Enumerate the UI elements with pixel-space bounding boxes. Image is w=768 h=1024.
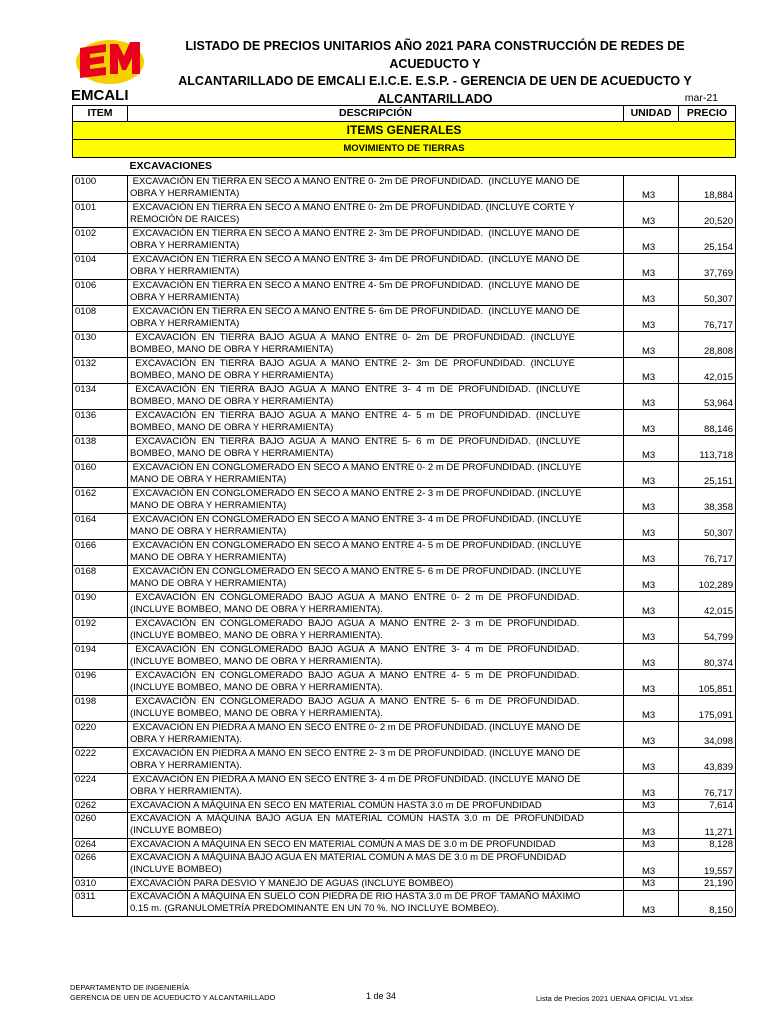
item-unit: M3 <box>624 878 679 891</box>
description-line-1: EXCAVACIÓN EN CONGLOMERADO BAJO AGUA A MANO ENTRE 3- 4 m DE PROFUNDIDAD. <box>130 644 580 655</box>
title-line-2: ALCANTARILLADO DE EMCALI E.I.C.E. E.S.P. - GERENCIA DE UEN DE ACUEDUCTO Y <box>178 74 692 88</box>
price-table <box>72 105 736 917</box>
description-line-2: OBRA Y HERRAMIENTA). <box>130 759 242 771</box>
item-unit: M3 <box>624 176 679 202</box>
column-header-description: DESCRIPCIÓN <box>128 106 624 122</box>
item-price: 7,614 <box>679 800 736 813</box>
item-unit: M3 <box>624 592 679 618</box>
item-price: 11,271 <box>679 813 736 839</box>
item-unit: M3 <box>624 280 679 306</box>
description-line-1: EXCAVACIÓN EN TIERRA BAJO AGUA A MANO ENTRE 4- 5 m DE PROFUNDIDAD. (INCLUYE <box>130 410 581 421</box>
item-unit: M3 <box>624 358 679 384</box>
item-description <box>128 644 624 670</box>
item-description <box>128 332 624 358</box>
item-description <box>128 878 624 891</box>
item-description <box>128 410 624 436</box>
item-price: 34,098 <box>679 722 736 748</box>
item-unit: M3 <box>624 839 679 852</box>
item-price: 76,717 <box>679 306 736 332</box>
table-row <box>73 410 736 436</box>
group-row-earthworks <box>73 140 736 158</box>
item-description <box>128 462 624 488</box>
page-number: 1 de 34 <box>366 991 397 1001</box>
table-row <box>73 488 736 514</box>
item-price: 19,557 <box>679 852 736 878</box>
table-row <box>73 566 736 592</box>
item-code: 0166 <box>73 540 128 566</box>
item-code: 0262 <box>73 800 128 813</box>
description-line-2: BOMBEO, MANO DE OBRA Y HERRAMIENTA) <box>130 395 334 407</box>
table-row <box>73 254 736 280</box>
description-line-1: EXCAVACIÓN EN CONGLOMERADO BAJO AGUA A MANO ENTRE 0- 2 m DE PROFUNDIDAD. <box>130 592 580 603</box>
item-description <box>128 176 624 202</box>
column-header-price: PRECIO <box>679 106 736 122</box>
table-row <box>73 722 736 748</box>
description-line-2: (INCLUYE BOMBEO, MANO DE OBRA Y HERRAMIENTA). <box>130 707 383 719</box>
item-code: 0260 <box>73 813 128 839</box>
description-line-1: EXCAVACION A MÁQUINA BAJO AGUA EN MATERIAL COMÚN A MAS DE 3.0 m DE PROFUNDIDAD <box>130 852 567 863</box>
item-description <box>128 774 624 800</box>
description-line-2: OBRA Y HERRAMIENTA) <box>130 187 240 199</box>
description-line-1: EXCAVACIÓN EN CONGLOMERADO EN SECO A MANO ENTRE 3- 4 m DE PROFUNDIDAD. (INCLUYE <box>130 514 582 525</box>
table-row <box>73 514 736 540</box>
item-code: 0224 <box>73 774 128 800</box>
item-price: 42,015 <box>679 358 736 384</box>
description-line-1: EXCAVACIÓN EN TIERRA BAJO AGUA A MANO ENTRE 0- 2m DE PROFUNDIDAD. (INCLUYE <box>130 332 576 343</box>
item-description <box>128 566 624 592</box>
item-price: 50,307 <box>679 514 736 540</box>
item-description <box>128 839 624 852</box>
description-line-2: OBRA Y HERRAMIENTA) <box>130 291 240 303</box>
item-price: 8,150 <box>679 891 736 917</box>
item-price: 18,884 <box>679 176 736 202</box>
item-code: 0100 <box>73 176 128 202</box>
item-code: 0132 <box>73 358 128 384</box>
item-price: 76,717 <box>679 774 736 800</box>
description-line-1: EXCAVACIÓN EN TIERRA EN SECO A MANO ENTRE 5- 6m DE PROFUNDIDAD. (INCLUYE MANO DE <box>130 306 580 317</box>
item-price: 105,851 <box>679 670 736 696</box>
item-description <box>128 514 624 540</box>
description-line-2: (INCLUYE BOMBEO, MANO DE OBRA Y HERRAMIENTA). <box>130 629 383 641</box>
item-unit: M3 <box>624 696 679 722</box>
item-description <box>128 800 624 813</box>
item-price: 21,190 <box>679 878 736 891</box>
item-code: 0136 <box>73 410 128 436</box>
description-line-1: EXCAVACIÓN A MÁQUINA EN SUELO CON PIEDRA DE RIO HASTA 3.0 m DE PROF TAMAÑO MÁXIMO <box>130 891 581 902</box>
table-row <box>73 540 736 566</box>
table-row <box>73 358 736 384</box>
item-unit: M3 <box>624 670 679 696</box>
description-line-1: EXCAVACION A MÁQUINA EN SECO EN MATERIAL COMÚN A MAS DE 3.0 m DE PROFUNDIDAD <box>130 839 556 850</box>
description-line-1: EXCAVACIÓN EN TIERRA BAJO AGUA A MANO ENTRE 2- 3m DE PROFUNDIDAD. (INCLUYE <box>130 358 576 369</box>
item-code: 0310 <box>73 878 128 891</box>
item-price: 54,799 <box>679 618 736 644</box>
item-price: 76,717 <box>679 540 736 566</box>
item-price: 20,520 <box>679 202 736 228</box>
description-line-1: EXCAVACIÓN EN CONGLOMERADO EN SECO A MANO ENTRE 2- 3 m DE PROFUNDIDAD. (INCLUYE <box>130 488 582 499</box>
item-price: 8,128 <box>679 839 736 852</box>
section-title: EXCAVACIONES <box>129 159 212 172</box>
item-description <box>128 891 624 917</box>
item-code: 0106 <box>73 280 128 306</box>
item-code: 0108 <box>73 306 128 332</box>
item-code: 0138 <box>73 436 128 462</box>
item-description <box>128 384 624 410</box>
table-header-row <box>73 106 736 122</box>
description-line-1: EXCAVACIÓN EN CONGLOMERADO BAJO AGUA A MANO ENTRE 5- 6 m DE PROFUNDIDAD. <box>130 696 580 707</box>
item-code: 0220 <box>73 722 128 748</box>
item-price: 50,307 <box>679 280 736 306</box>
table-row <box>73 202 736 228</box>
item-price: 25,154 <box>679 228 736 254</box>
item-price: 25,151 <box>679 462 736 488</box>
description-line-2: BOMBEO, MANO DE OBRA Y HERRAMIENTA) <box>130 447 334 459</box>
description-line-2: OBRA Y HERRAMIENTA) <box>130 317 240 329</box>
item-unit: M3 <box>624 540 679 566</box>
item-unit: M3 <box>624 254 679 280</box>
description-line-2: MANO DE OBRA Y HERRAMIENTA) <box>130 525 287 537</box>
description-line-2: MANO DE OBRA Y HERRAMIENTA) <box>130 499 287 511</box>
item-unit: M3 <box>624 488 679 514</box>
description-line-2: (INCLUYE BOMBEO, MANO DE OBRA Y HERRAMIENTA). <box>130 603 383 615</box>
item-unit: M3 <box>624 644 679 670</box>
item-unit: M3 <box>624 202 679 228</box>
item-code: 0198 <box>73 696 128 722</box>
item-unit: M3 <box>624 306 679 332</box>
table-row <box>73 774 736 800</box>
table-row <box>73 852 736 878</box>
emcali-logo <box>70 36 152 102</box>
item-code: 0134 <box>73 384 128 410</box>
description-line-1: EXCAVACIÓN EN CONGLOMERADO EN SECO A MANO ENTRE 0- 2 m DE PROFUNDIDAD. (INCLUYE <box>130 462 582 473</box>
description-line-1: EXCAVACIÓN EN PIEDRA A MANO EN SECO ENTRE 2- 3 m DE PROFUNDIDAD. (INCLUYE MANO DE <box>130 748 581 759</box>
item-unit: M3 <box>624 774 679 800</box>
description-line-2: 0.15 m. (GRANULOMETRÍA PREDOMINANTE EN UN 70 %. NO INCLUYE BOMBEO). <box>130 902 499 914</box>
table-row <box>73 618 736 644</box>
description-line-2: BOMBEO, MANO DE OBRA Y HERRAMIENTA) <box>130 369 334 381</box>
item-price: 53,964 <box>679 384 736 410</box>
footer-dept-line-1: DEPARTAMENTO DE INGENIERÍA <box>70 983 190 992</box>
item-price: 88,146 <box>679 410 736 436</box>
item-price: 42,015 <box>679 592 736 618</box>
document-title <box>150 38 720 108</box>
item-description <box>128 254 624 280</box>
item-code: 0264 <box>73 839 128 852</box>
item-code: 0311 <box>73 891 128 917</box>
description-line-1: EXCAVACIÓN EN TIERRA EN SECO A MANO ENTRE 0- 2m DE PROFUNDIDAD. (INCLUYE MANO DE <box>130 176 580 187</box>
title-line-1: LISTADO DE PRECIOS UNITARIOS AÑO 2021 PARA CONSTRUCCIÓN DE REDES DE ACUEDUCTO Y <box>185 39 685 71</box>
item-code: 0104 <box>73 254 128 280</box>
item-description <box>128 280 624 306</box>
description-line-1: EXCAVACIÓN EN TIERRA EN SECO A MANO ENTRE 3- 4m DE PROFUNDIDAD. (INCLUYE MANO DE <box>130 254 580 265</box>
item-unit: M3 <box>624 748 679 774</box>
description-line-1: EXCAVACIÓN EN TIERRA EN SECO A MANO ENTRE 2- 3m DE PROFUNDIDAD. (INCLUYE MANO DE <box>130 228 580 239</box>
item-description <box>128 306 624 332</box>
title-line-3: ALCANTARILLADO <box>377 91 493 106</box>
item-description <box>128 540 624 566</box>
table-row <box>73 670 736 696</box>
table-row <box>73 748 736 774</box>
description-line-2: (INCLUYE BOMBEO, MANO DE OBRA Y HERRAMIENTA). <box>130 681 383 693</box>
item-unit: M3 <box>624 514 679 540</box>
description-line-2: OBRA Y HERRAMIENTA). <box>130 785 242 797</box>
description-line-2: OBRA Y HERRAMIENTA) <box>130 239 240 251</box>
item-description <box>128 696 624 722</box>
item-description <box>128 670 624 696</box>
item-description <box>128 202 624 228</box>
item-unit: M3 <box>624 436 679 462</box>
item-description <box>128 488 624 514</box>
table-row <box>73 332 736 358</box>
table-row <box>73 436 736 462</box>
item-unit: M3 <box>624 228 679 254</box>
description-line-1: EXCAVACION A MÁQUINA BAJO AGUA EN MATERIAL COMÚN HASTA 3.0 m DE PROFUNDIDAD <box>130 813 584 824</box>
table-row <box>73 176 736 202</box>
table-row <box>73 891 736 917</box>
description-line-1: EXCAVACIÓN EN CONGLOMERADO EN SECO A MANO ENTRE 5- 6 m DE PROFUNDIDAD. (INCLUYE <box>130 566 582 577</box>
item-unit: M3 <box>624 410 679 436</box>
item-price: 113,718 <box>679 436 736 462</box>
item-price: 43,839 <box>679 748 736 774</box>
description-line-2: BOMBEO, MANO DE OBRA Y HERRAMIENTA) <box>130 421 334 433</box>
item-description <box>128 722 624 748</box>
group-row-general <box>73 122 736 140</box>
table-row <box>73 878 736 891</box>
footer-dept-line-2: GERENCIA DE UEN DE ACUEDUCTO Y ALCANTARILLADO <box>70 993 276 1002</box>
description-line-2: OBRA Y HERRAMIENTA). <box>130 733 242 745</box>
item-description <box>128 228 624 254</box>
item-unit: M3 <box>624 800 679 813</box>
item-code: 0168 <box>73 566 128 592</box>
table-row <box>73 592 736 618</box>
column-header-unit: UNIDAD <box>624 106 679 122</box>
item-code: 0194 <box>73 644 128 670</box>
footer-filename: Lista de Precios 2021 UENAA OFICIAL V1.xlsx <box>536 994 693 1003</box>
description-line-2: MANO DE OBRA Y HERRAMIENTA) <box>130 473 287 485</box>
item-code: 0162 <box>73 488 128 514</box>
description-line-2: REMOCIÓN DE RAICES) <box>130 213 240 225</box>
item-code: 0196 <box>73 670 128 696</box>
footer-department <box>70 983 275 1003</box>
description-line-2: MANO DE OBRA Y HERRAMIENTA) <box>130 577 287 589</box>
item-price: 37,769 <box>679 254 736 280</box>
item-code: 0164 <box>73 514 128 540</box>
item-code: 0190 <box>73 592 128 618</box>
document-date: mar-21 <box>684 92 718 104</box>
item-unit: M3 <box>624 852 679 878</box>
table-row <box>73 644 736 670</box>
description-line-1: EXCAVACION A MÁQUINA EN SECO EN MATERIAL COMÚN HASTA 3.0 m DE PROFUNDIDAD <box>130 800 542 811</box>
logo-wordmark: EMCALI <box>71 87 129 102</box>
description-line-1: EXCAVACIÓN EN TIERRA EN SECO A MANO ENTRE 0- 2m DE PROFUNDIDAD. (INCLUYE CORTE Y <box>130 202 575 213</box>
item-description <box>128 813 624 839</box>
item-code: 0192 <box>73 618 128 644</box>
table-row <box>73 839 736 852</box>
description-line-1: EXCAVACIÓN EN CONGLOMERADO BAJO AGUA A MANO ENTRE 2- 3 m DE PROFUNDIDAD. <box>130 618 580 629</box>
description-line-1: EXCAVACIÓN EN PIEDRA A MANO EN SECO ENTRE 0- 2 m DE PROFUNDIDAD. (INCLUYE MANO DE <box>130 722 581 733</box>
item-unit: M3 <box>624 332 679 358</box>
item-unit: M3 <box>624 566 679 592</box>
item-code: 0101 <box>73 202 128 228</box>
item-price: 80,374 <box>679 644 736 670</box>
item-code: 0222 <box>73 748 128 774</box>
description-line-1: EXCAVACIÓN EN CONGLOMERADO BAJO AGUA A MANO ENTRE 4- 5 m DE PROFUNDIDAD. <box>130 670 580 681</box>
item-price: 175,091 <box>679 696 736 722</box>
table-row <box>73 800 736 813</box>
group-title-earthworks: MOVIMIENTO DE TIERRAS <box>73 140 736 158</box>
item-code: 0102 <box>73 228 128 254</box>
item-code: 0130 <box>73 332 128 358</box>
description-line-2: BOMBEO, MANO DE OBRA Y HERRAMIENTA) <box>130 343 334 355</box>
description-line-1: EXCAVACIÓN EN CONGLOMERADO EN SECO A MANO ENTRE 4- 5 m DE PROFUNDIDAD. (INCLUYE <box>130 540 582 551</box>
description-line-1: EXCAVACIÓN EN TIERRA BAJO AGUA A MANO ENTRE 3- 4 m DE PROFUNDIDAD. (INCLUYE <box>130 384 581 395</box>
item-unit: M3 <box>624 462 679 488</box>
item-description <box>128 618 624 644</box>
table-row <box>73 813 736 839</box>
table-row <box>73 384 736 410</box>
item-price: 38,358 <box>679 488 736 514</box>
description-line-1: EXCAVACIÓN EN TIERRA BAJO AGUA A MANO ENTRE 5- 6 m DE PROFUNDIDAD. (INCLUYE <box>130 436 581 447</box>
description-line-2: (INCLUYE BOMBEO) <box>130 863 222 875</box>
section-row <box>73 158 736 176</box>
item-unit: M3 <box>624 722 679 748</box>
description-line-2: (INCLUYE BOMBEO) <box>130 824 222 836</box>
table-row <box>73 280 736 306</box>
item-unit: M3 <box>624 813 679 839</box>
item-description <box>128 436 624 462</box>
description-line-2: OBRA Y HERRAMIENTA) <box>130 265 240 277</box>
item-code: 0266 <box>73 852 128 878</box>
item-code: 0160 <box>73 462 128 488</box>
table-row <box>73 228 736 254</box>
item-description <box>128 592 624 618</box>
item-unit: M3 <box>624 891 679 917</box>
item-description <box>128 852 624 878</box>
item-description <box>128 748 624 774</box>
description-line-1: EXCAVACIÓN EN PIEDRA A MANO EN SECO ENTRE 3- 4 m DE PROFUNDIDAD. (INCLUYE MANO DE <box>130 774 581 785</box>
column-header-item: ITEM <box>73 106 128 122</box>
group-title-general: ITEMS GENERALES <box>73 122 736 140</box>
item-price: 102,289 <box>679 566 736 592</box>
description-line-1: EXCAVACIÓN EN TIERRA EN SECO A MANO ENTRE 4- 5m DE PROFUNDIDAD. (INCLUYE MANO DE <box>130 280 580 291</box>
item-unit: M3 <box>624 618 679 644</box>
description-line-2: (INCLUYE BOMBEO, MANO DE OBRA Y HERRAMIENTA). <box>130 655 383 667</box>
description-line-1: EXCAVACIÓN PARA DESVIO Y MANEJO DE AGUAS (INCLUYE BOMBEO) <box>130 878 454 889</box>
table-row <box>73 696 736 722</box>
table-row <box>73 306 736 332</box>
description-line-2: MANO DE OBRA Y HERRAMIENTA) <box>130 551 287 563</box>
item-price: 28,808 <box>679 332 736 358</box>
item-description <box>128 358 624 384</box>
table-row <box>73 462 736 488</box>
item-unit: M3 <box>624 384 679 410</box>
